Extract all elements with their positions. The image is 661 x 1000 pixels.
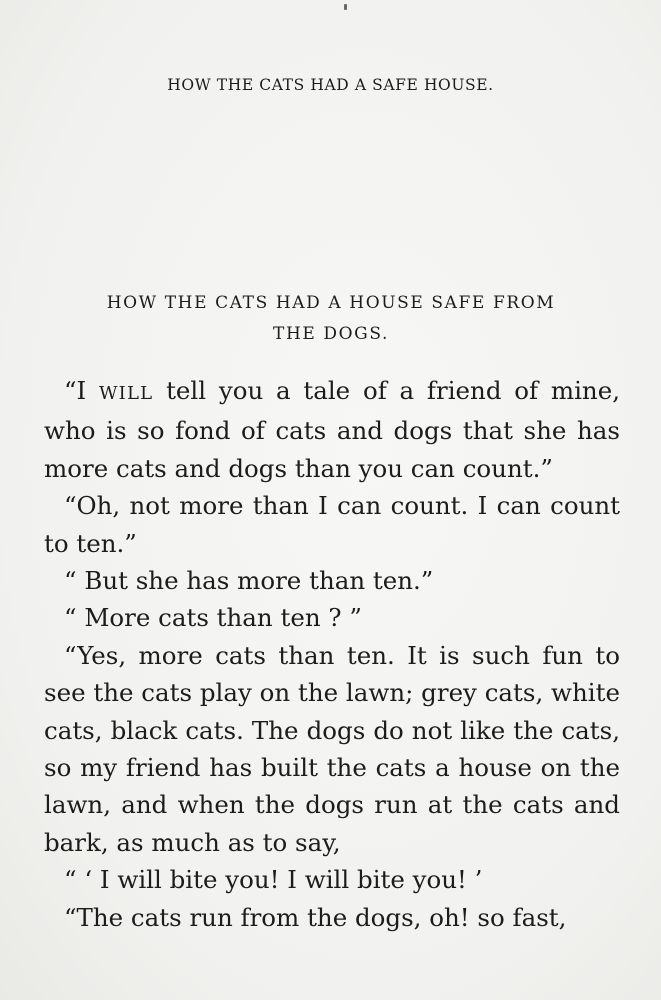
paragraph-5: “Yes, more cats than ten. It is such fun to see the cats play on the lawn; grey cats, white cats, black cats. The dogs do not like the cats, so my friend has built the cats a house on the lawn, and when the dogs run at the cats and bark, as much as to say, [44,640,620,857]
paragraph-1-open: “I [64,376,99,405]
running-head: HOW THE CATS HAD A SAFE HOUSE. [167,76,494,94]
paragraph-4: “ More cats than ten ? ” [64,603,362,633]
paragraph-1-smallcaps: WILL [98,383,154,404]
paragraph-1 [44,372,620,487]
story-text [44,372,620,936]
paragraph-6: “ ‘ I will bite you! I will bite you! ’ [64,865,483,895]
chapter-title-line-1: HOW THE CATS HAD A HOUSE SAFE FROM [106,293,556,313]
print-speck [344,4,347,10]
paragraph-1-rest: tell you a tale of a friend of mine, who is so fond of cats and dogs that she has more cats and dogs than you can count.” [44,376,620,483]
paragraph-3: “ But she has more than ten.” [64,566,434,596]
chapter-title [46,288,616,350]
paragraph-7: “The cats run from the dogs, oh! so fast, [64,902,567,932]
paragraph-2: “Oh, not more than I can count. I can count to ten.” [44,491,620,558]
chapter-title-line-2: THE DOGS. [273,324,389,344]
